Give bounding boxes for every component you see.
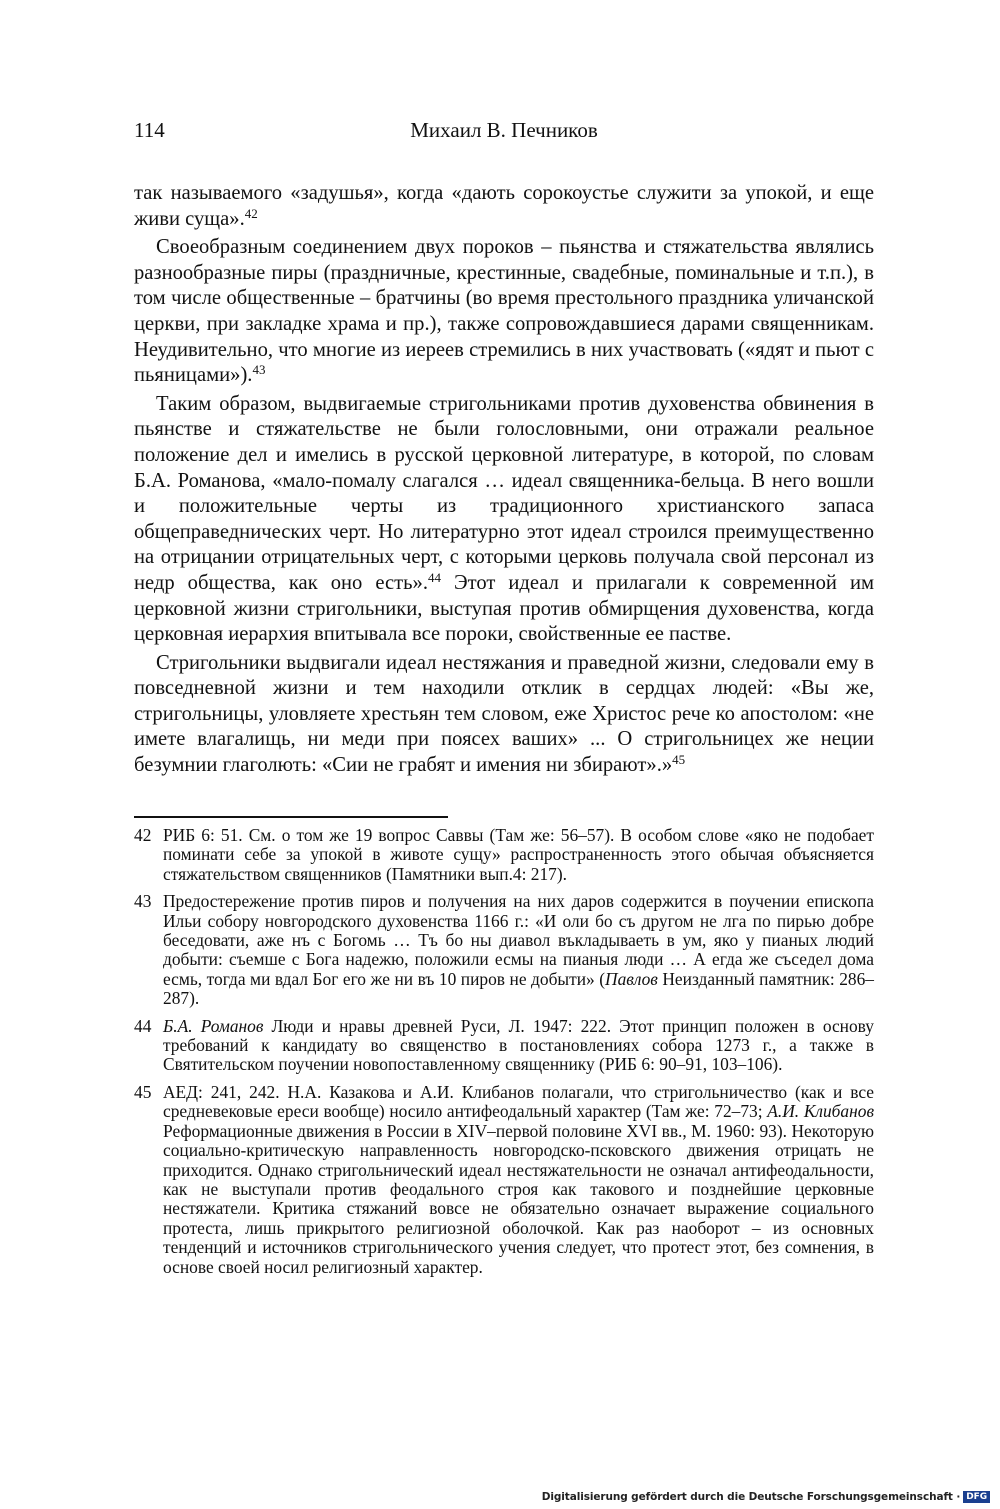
digitization-credit [542,1491,990,1503]
paragraph-2-text: Своеобразным соединением двух пороков – пьянства и стяжательства являлись разнообразные пиры (праздничные, крестинные, свадебные, поминальные и т.п.), в том числе общественные – братчины (во время престольного праздника уличанской церкви, при закладке храма и пр.), также сопровождавшиеся дарами священникам. Неудивительно, что многие из иереев стремились в них участвовать («ядят и пьют с пьяницами»). [134,236,874,387]
paragraph-3-text-a: Таким образом, выдвигаемые стригольниками против духовенства обвинения в пьянстве и стяжательстве не были голословными, они отражали реальное положение дел и имелись в русской церковной литературе, в которой, по словам Б.А. Романова, «мало-помалу слагался … идеал священника-бельца. В него вошли и положительные черты из традиционного христианского запаса общеправеднических черт. Но литературно этот идеал строился преимущественно на отрицании отрицательных черт, с которыми церковь получала свой персонал из недр общества, как оно есть». [134,392,874,594]
footnote-ref-43[interactable]: 43 [252,362,266,378]
footnote-number: 44 [134,1015,152,1036]
paragraph-4 [134,651,874,779]
paragraph-1 [134,181,874,232]
running-head: Михаил В. Печников [410,118,598,142]
footnote-text-tail: Реформационные движения в России в XIV–первой половине XVI вв., М. 1960: 93). Некоторую социально-критическую направленность новгородско-псковского движения отрицать не приходится. Однако стригольнический идеал нестяжательности не означал антифеодальности, как не выступали против феодального строя как такового и позднейшие церковные нестяжатели. Критика стяжаний вовсе не обязательно означает выражение социального протеста, лишь прикрытого религиозной оболочкой. Как раз наоборот – из основных тенденций и источников стригольнического учения следует, что протест этот, без сомнения, в основе своей носил религиозный характер. [163,1120,874,1277]
footnote-text: Предостережение против пиров и получения на них даров содержится в поучении епископа Ильи собору новгородского духовенства 1166 г.: «И оли бо съ другом не лга по пирью добре беседовати, аже нъ с Богомь … Тъ бо ны диавол въкладываеть в ум, яко у пианых людий добыти: съемше с Бога надежю, положили есмы на пианыя люди … А егда же съседел дома есмь, тогда ми вдал Бог его же ни въ 10 пиров не добыти» ( [163,891,874,989]
footnote-author: Павлов [605,968,658,989]
footnote-text: РИБ 6: 51. См. о том же 19 вопрос Саввы (Там же: 56–57). В особом слове «яко не подобает поминати себе за упокой в животе сущу» распространенность этого обычая объясняется стяжательством священников (Памятники вып.4: 217). [163,825,874,884]
footnote-separator [134,816,448,818]
footnote-42 [134,826,874,884]
page-header [134,118,874,148]
footnote-ref-42[interactable]: 42 [244,205,258,221]
footnote-text: АЕД: 241, 242. Н.А. Казакова и А.И. Клибанов полагали, что стригольничество (как и все средневековые ереси вообще) носило антифеодальный характер (Там же: 72–73; [163,1081,874,1122]
paragraph-3-text-b: Этот идеал и прилагали к современной им церковной жизни стригольники, выступая против обмирщения духовенства, когда церковная иерархия впитывала все пороки, свойственные ее пастве. [134,571,874,646]
main-text [134,181,874,779]
footnote-ref-44[interactable]: 44 [428,569,441,585]
footnote-text: Люди и нравы древней Руси, Л. 1947: 222. Этот принцип положен в основу требований к кандидату во священство в постановлениях собора 1273 г., а также в Святительском поучении новопоставленному священнику (РИБ 6: 90–91, 103–106). [163,1015,874,1075]
paragraph-1-text: так называемого «задушья», когда «дають сорокоустье служити за упокой, и еще живи суща». [134,182,874,230]
footnote-45 [134,1083,874,1277]
footnote-author: Б.А. Романов [163,1015,264,1036]
footnote-number: 45 [134,1081,152,1102]
footnote-number: 43 [134,891,152,912]
footnotes [134,826,874,1285]
footnote-43 [134,892,874,1008]
footnote-author: А.И. Клибанов [767,1101,874,1122]
paragraph-2 [134,235,874,389]
footnote-ref-45[interactable]: 45 [672,752,686,768]
footnote-number: 42 [134,825,152,845]
dfg-logo: DFG [963,1491,990,1503]
credit-text: Digitalisierung gefördert durch die Deutsche Forschungsgemeinschaft · [541,1491,961,1503]
page-number: 114 [134,118,165,142]
paragraph-4-text: Стригольники выдвигали идеал нестяжания и праведной жизни, следовали ему в повседневной жизни и тем находили отклик в сердцах людей: «Вы же, стригольницы, уловляете хрестьян тем словом, еже Христос рече ко апостолом: «не имете влагалищь, ни меди при поясех ваших» ... О стригольницех же неции безумнии глаголють: «Сии не грабят и имения ни збирают».» [134,651,874,777]
footnote-text-tail: Неизданный памятник: 286–287). [163,968,874,1009]
footnote-44 [134,1017,874,1075]
paragraph-3 [134,392,874,648]
